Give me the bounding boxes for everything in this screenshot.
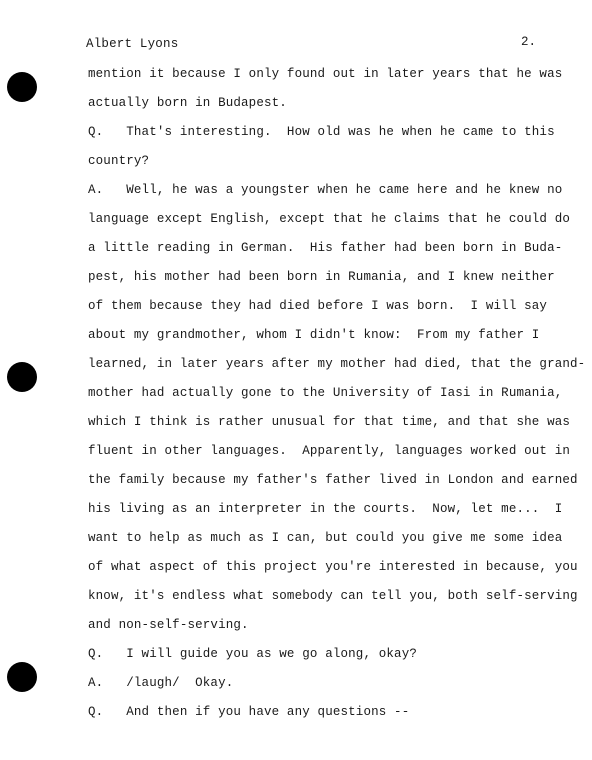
transcript-line: pest, his mother had been born in Rumania, and I knew neither bbox=[88, 270, 555, 284]
transcript-line: about my grandmother, whom I didn't know: From my father I bbox=[88, 328, 540, 342]
transcript-line: want to help as much as I can, but could you give me some idea bbox=[88, 531, 563, 545]
transcript-line: which I think is rather unusual for that time, and that she was bbox=[88, 415, 571, 429]
transcript-line: language except English, except that he claims that he could do bbox=[88, 212, 571, 226]
punch-hole-middle bbox=[7, 362, 37, 392]
transcript-line: and non-self-serving. bbox=[88, 618, 249, 632]
transcript-line: Q. I will guide you as we go along, okay? bbox=[88, 647, 418, 661]
transcript-line: A. Well, he was a youngster when he came here and he knew no bbox=[88, 183, 563, 197]
transcript-line: actually born in Budapest. bbox=[88, 96, 287, 110]
header-interviewee-name: Albert Lyons bbox=[86, 37, 179, 51]
transcript-line: of them because they had died before I was born. I will say bbox=[88, 299, 548, 313]
punch-hole-top bbox=[7, 72, 37, 102]
transcript-line: fluent in other languages. Apparently, languages worked out in bbox=[88, 444, 571, 458]
transcript-line: a little reading in German. His father had been born in Buda- bbox=[88, 241, 563, 255]
transcript-line: of what aspect of this project you're interested in because, you bbox=[88, 560, 578, 574]
transcript-line: his living as an interpreter in the courts. Now, let me... I bbox=[88, 502, 563, 516]
transcript-line: the family because my father's father lived in London and earned bbox=[88, 473, 578, 487]
transcript-line: Q. And then if you have any questions -- bbox=[88, 705, 410, 719]
transcript-line: A. /laugh/ Okay. bbox=[88, 676, 234, 690]
transcript-line: country? bbox=[88, 154, 150, 168]
transcript-line: know, it's endless what somebody can tell you, both self-serving bbox=[88, 589, 578, 603]
punch-hole-bottom bbox=[7, 662, 37, 692]
transcript-line: mother had actually gone to the University of Iasi in Rumania, bbox=[88, 386, 563, 400]
page-number: 2. bbox=[521, 35, 537, 49]
transcript-line: learned, in later years after my mother had died, that the grand- bbox=[88, 357, 586, 371]
transcript-line: Q. That's interesting. How old was he when he came to this bbox=[88, 125, 555, 139]
transcript-line: mention it because I only found out in later years that he was bbox=[88, 67, 563, 81]
